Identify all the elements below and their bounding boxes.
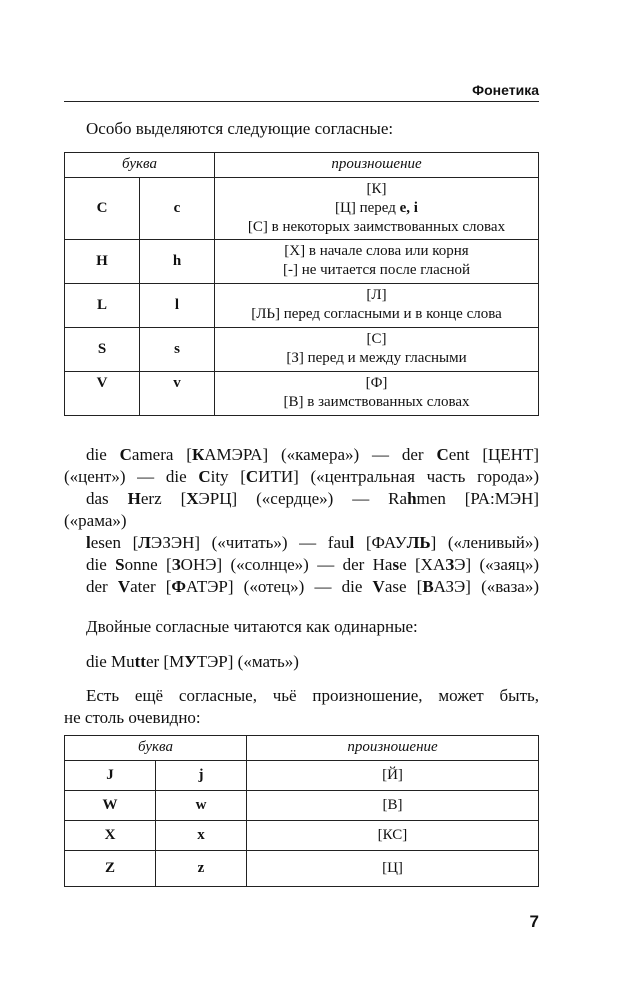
letter-lower: l: [140, 284, 215, 328]
letter-upper: S: [65, 328, 140, 372]
running-header: Фонетика: [472, 82, 539, 98]
letter-upper: W: [65, 791, 156, 821]
letter-lower: c: [140, 178, 215, 240]
pron-line: [С]: [366, 331, 387, 347]
table-row: [65, 178, 539, 240]
table-row: [65, 821, 539, 851]
letter-lower: z: [156, 851, 247, 887]
header-rule: [64, 101, 539, 102]
pronunciation-cell: [215, 284, 539, 328]
pron-line: [К]: [366, 181, 387, 197]
pronunciation-cell: [Ц]: [247, 851, 539, 887]
table-row: [65, 761, 539, 791]
letter-upper: V: [65, 372, 140, 416]
paragraph-line: Есть ещё согласные, чьё произношение, может быть,: [86, 686, 539, 705]
examples-block: [64, 444, 539, 598]
column-header-letter: буква: [65, 153, 215, 178]
column-header-pronunciation: произношение: [215, 153, 539, 178]
example-line: («цент») — die City [СИТИ] («центральная часть города»): [64, 467, 539, 486]
pronunciation-cell: [В]: [247, 791, 539, 821]
pron-line: [З] перед и между гласными: [286, 350, 467, 366]
pron-line: [Х] в начале слова или корня: [284, 243, 469, 259]
pron-line: [В] в заимствованных словах: [283, 394, 470, 410]
example-line: lesen [ЛЭЗЭН] («читать») — faul [ФАУЛЬ] («ленивый»): [86, 533, 539, 552]
table-row: [65, 284, 539, 328]
pronunciation-cell: [215, 328, 539, 372]
letter-lower: x: [156, 821, 247, 851]
other-consonants-table: [64, 735, 539, 887]
double-consonants-example: die Mutter [МУТЭР] («мать»): [86, 652, 299, 671]
table-row: [65, 851, 539, 887]
pron-line: [Ц] перед e, i: [335, 200, 418, 216]
letter-lower: h: [140, 240, 215, 284]
column-header-pronunciation: произношение: [247, 736, 539, 761]
pron-line: [С] в некоторых заимствованных словах: [247, 219, 506, 235]
letter-upper: C: [65, 178, 140, 240]
consonants-table: [64, 152, 539, 416]
pronunciation-cell: [КС]: [247, 821, 539, 851]
letter-lower: w: [156, 791, 247, 821]
example-line: die Sonne [ЗОНЭ] («солнце») — der Hase [ХАЗЭ] («заяц»): [86, 555, 539, 574]
paragraph-line: не столь очевидно:: [64, 708, 201, 727]
table-row: [65, 372, 539, 416]
intro-paragraph: Особо выделяются следующие согласные:: [86, 119, 394, 138]
example-line: der Vater [ФАТЭР] («отец») — die Vase [ВАЗЭ] («ваза»): [86, 577, 539, 596]
column-header-letter: буква: [65, 736, 247, 761]
pron-line: [-] не читается после гласной: [282, 262, 471, 278]
pron-line: [Л]: [366, 287, 387, 303]
letter-lower: s: [140, 328, 215, 372]
example-line: («рама»): [64, 511, 127, 530]
example-line: das Herz [ХЭРЦ] («сердце») — Rahmen [РА:МЭН]: [86, 489, 539, 508]
letter-upper: H: [65, 240, 140, 284]
letter-upper: Z: [65, 851, 156, 887]
letter-upper: J: [65, 761, 156, 791]
pronunciation-cell: [215, 178, 539, 240]
letter-lower: v: [140, 372, 215, 416]
table-row: [65, 791, 539, 821]
double-consonants-paragraph: Двойные согласные читаются как одинарные:: [86, 617, 418, 636]
pron-line: [Ф]: [365, 375, 388, 391]
page-number: 7: [529, 912, 539, 931]
pronunciation-cell: [Й]: [247, 761, 539, 791]
pronunciation-cell: [215, 240, 539, 284]
table-header-row: [65, 153, 539, 178]
table-row: [65, 328, 539, 372]
letter-upper: L: [65, 284, 140, 328]
letter-upper: X: [65, 821, 156, 851]
pronunciation-cell: [215, 372, 539, 416]
table-row: [65, 240, 539, 284]
other-consonants-paragraph: [64, 685, 539, 729]
table-header-row: [65, 736, 539, 761]
letter-lower: j: [156, 761, 247, 791]
pron-line: [ЛЬ] перед согласными и в конце слова: [251, 306, 502, 322]
example-line: die Camera [КАМЭРА] («камера») — der Cent [ЦЕНТ]: [86, 445, 539, 464]
